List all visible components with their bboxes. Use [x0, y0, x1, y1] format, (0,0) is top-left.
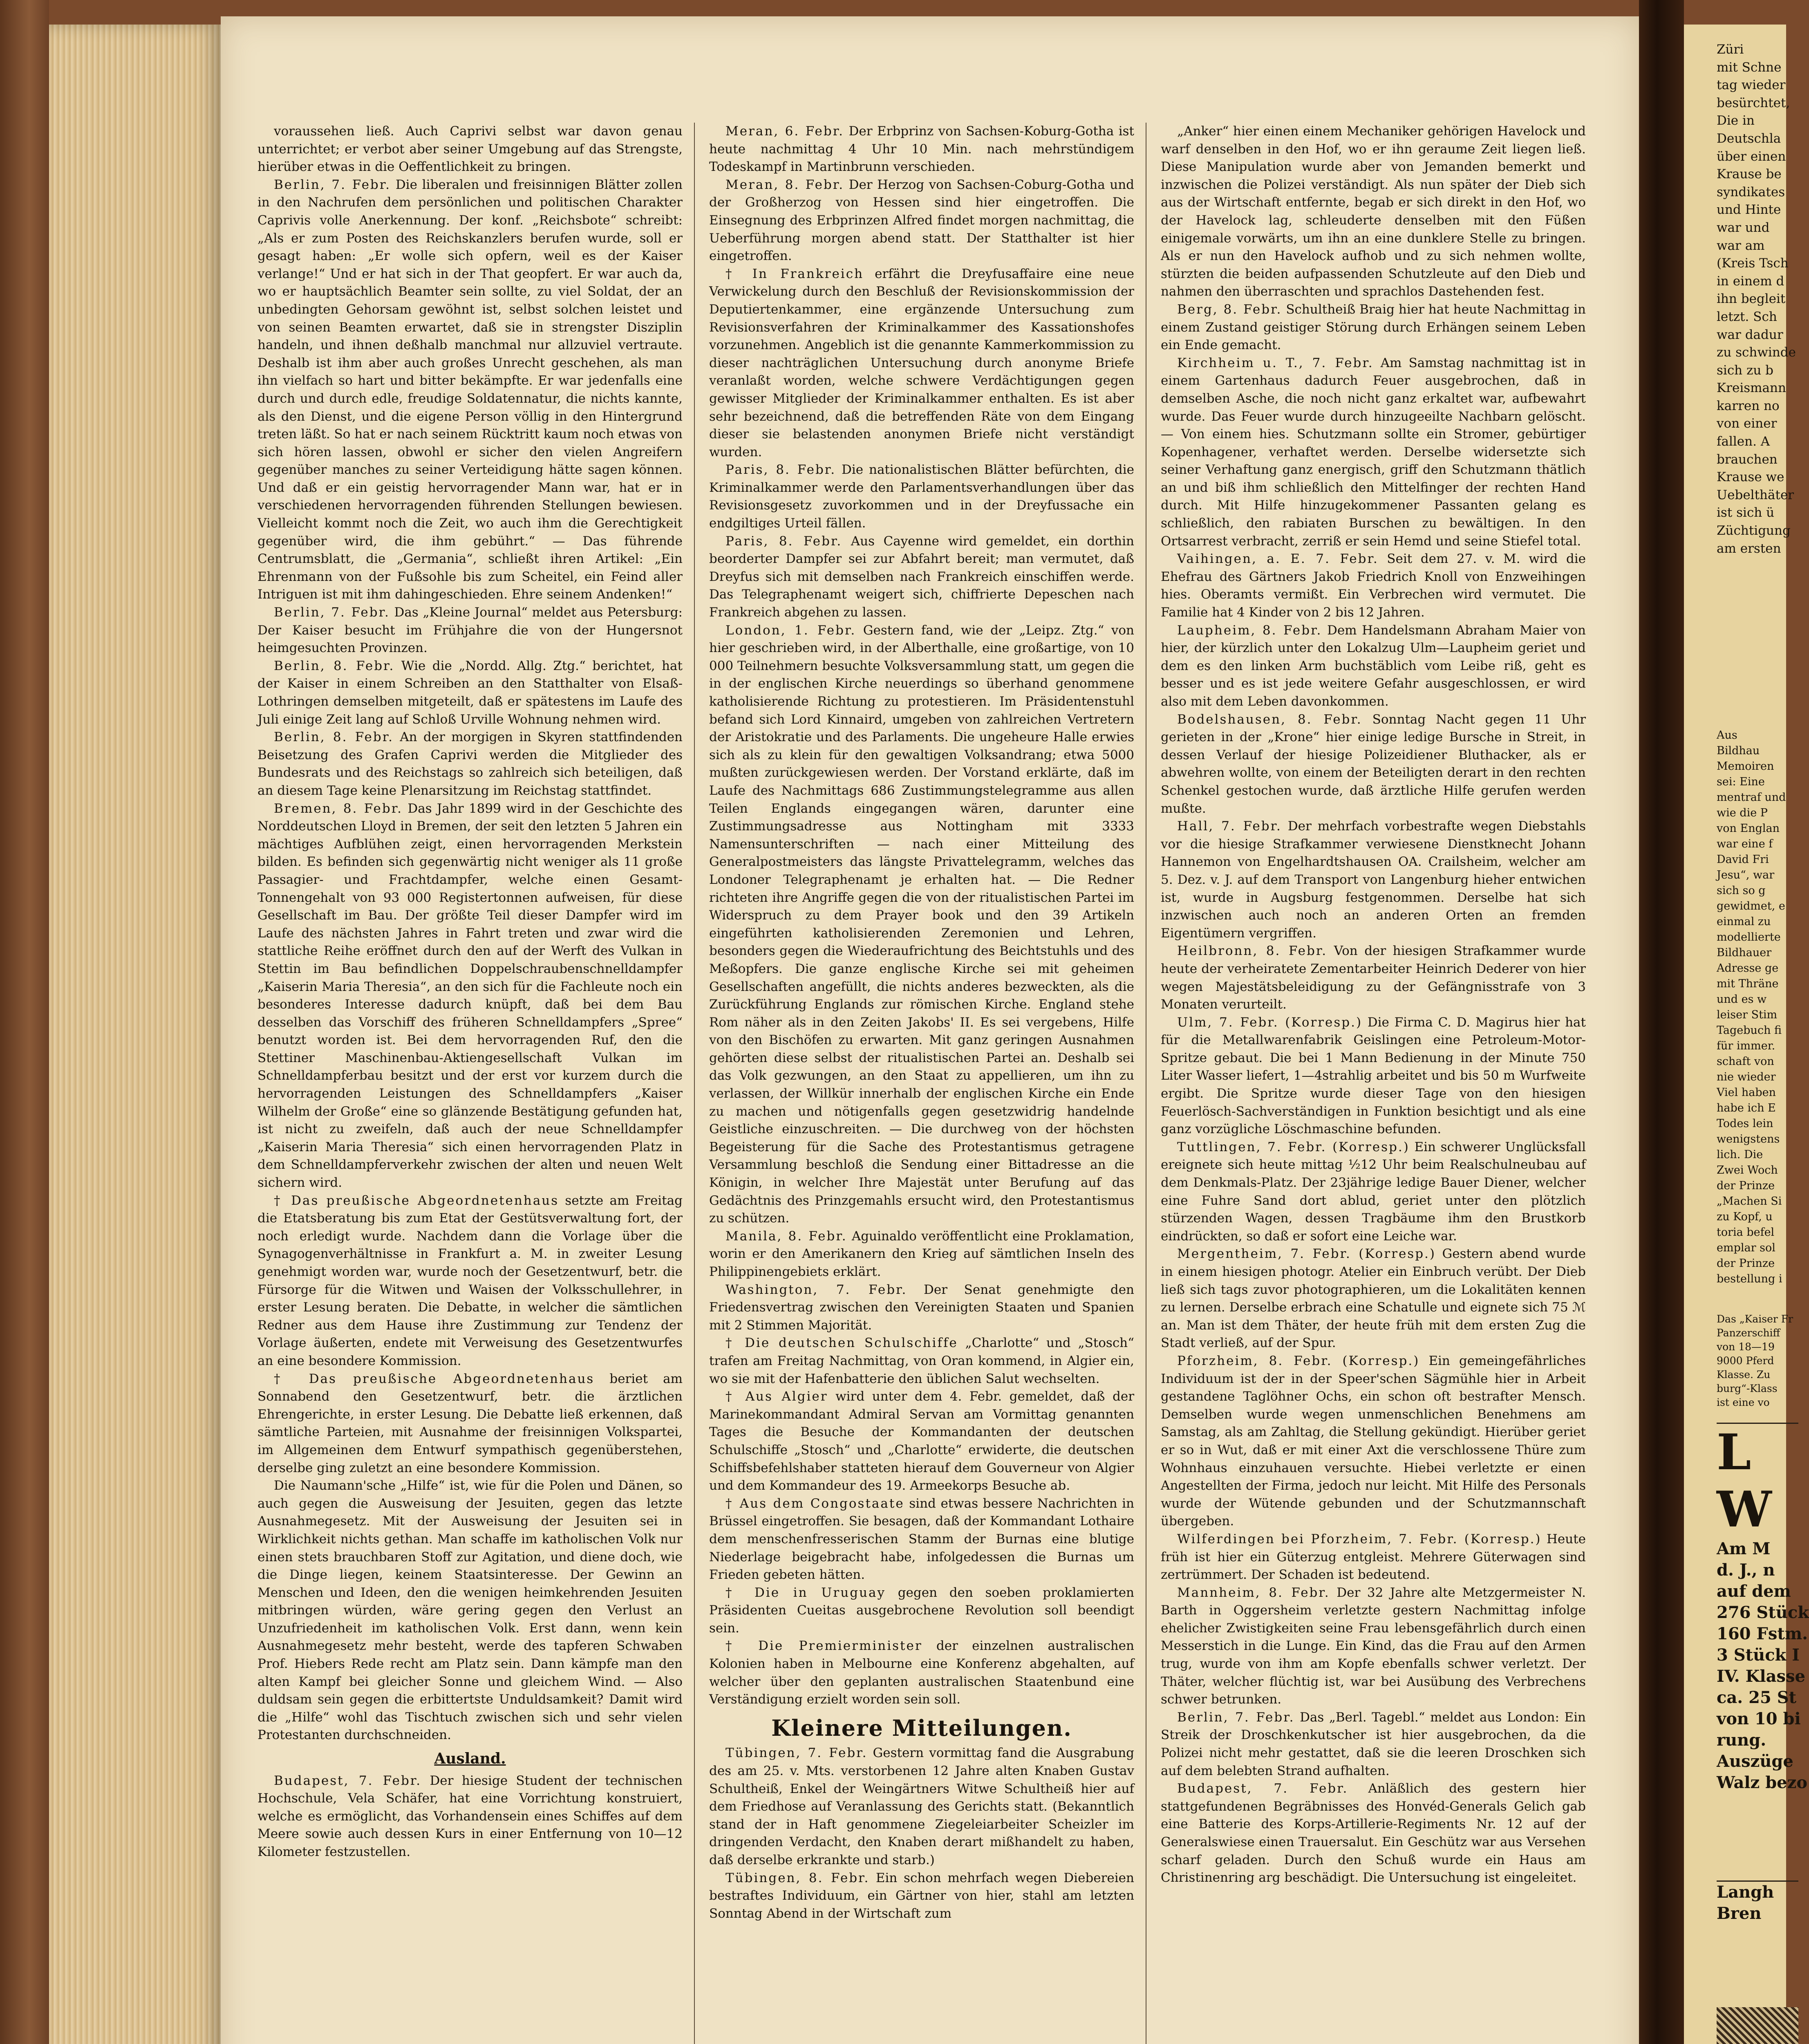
- dateline: Berg, 8. Febr.: [1177, 302, 1282, 317]
- news-paragraph: [709, 176, 1134, 265]
- dateline: Paris, 8. Febr.: [725, 533, 842, 549]
- dateline: † Aus Algier: [725, 1389, 828, 1404]
- paragraph-body: Von der hiesigen Strafkammer wurde heute der verheiratete Zementarbeiter Heinrich Dederer von hier wegen Majestätsbeleidigung zu der Gefängnisstrafe von 3 Monaten verurteilt.: [1161, 944, 1586, 1012]
- paragraph-body: Der mehrfach vorbestrafte wegen Diebstahls vor die hiesige Strafkammer verwiesene Dienstknecht Johann Hannemon von Engelhardtshausen OA. Crailsheim, welcher am 5. Dez. v. J. auf dem Transport von Langenburg hieher entwichen ist, wurde in Augsburg festgenommen. Derselbe hat sich inzwischen auch noch an anderen Orten an fremden Eigentümern vergriffen.: [1161, 819, 1586, 941]
- column-1: [257, 123, 683, 1861]
- paragraph-body: „Anker“ hier einen einem Mechaniker gehörigen Havelock und warf denselben in den Hof, wo er ihn geraume Zeit liegen ließ. Diese Manipulation wurde aber von Jemanden bemerkt und inzwischen die Polizei verständigt. Als nun später der Dieb sich aus der Wirtschaft entfernte, begab er sich direkt in den Hof, wo der Havelock lag, schleuderte denselben mit den Füßen einigemale vorwärts, um ihn an eine dunklere Stelle zu bringen. Als er nun den Havelock aufhob und zu sich nehmen wollte, stürzten die beiden aufpassenden Schutzleute auf den Dieb und nahmen den überraschten und sprachlos Dastehenden fest.: [1161, 124, 1586, 299]
- next-page-text-lower: [1717, 1312, 1793, 1410]
- next-page-line: Kreismann: [1717, 381, 1786, 396]
- paragraph-body: Der 32 Jahre alte Metzgermeister N. Barth in Oggersheim verletzte gestern Nachmittag infolge ehelicher Zwistigkeiten seine Frau lebensgefährlich durch einen Messerstich in die Lunge. Ein Kind, das die Frau auf den Armen trug, wurde von ihm am Kopfe ebenfalls schwer verletzt. Der Thäter, welcher flüchtig ist, war bei Ausübung des Verbrechens schwer betrunken.: [1161, 1585, 1586, 1707]
- column-3: [1161, 123, 1586, 1887]
- next-page-line: einmal zu: [1717, 915, 1771, 928]
- paragraph-body: Gestern abend wurde in einem hiesigen photogr. Atelier ein Einbruch verübt. Der Dieb ließ sich tags zuvor photographieren, um die Lokalitäten kennen zu lernen. Derselbe erbrach eine Schatulle und eignete sich 75 ℳ an. Man ist dem Thäter, der heute früh mit dem ersten Zug die Stadt verließ, auf der Spur.: [1161, 1246, 1586, 1351]
- ad-initial-1: L: [1717, 1423, 1751, 1481]
- next-page-line: letzt. Sch: [1717, 309, 1777, 324]
- paragraph-body: Wie die „Nordd. Allg. Ztg.“ berichtet, hat der Kaiser in einem Schreiben an den Statthalter von Elsaß-Lothringen demselben mitgeteilt, daß er spätestens im Laufe des Juli einige Zeit lang auf Schloß Urville Wohnung nehmen wird.: [257, 658, 683, 727]
- dateline: Paris, 8. Febr.: [725, 462, 836, 477]
- dateline: Vaihingen, a. E. 7. Febr.: [1177, 551, 1379, 567]
- page-block-edges: [49, 25, 225, 2044]
- news-paragraph: [1161, 123, 1586, 301]
- next-page-line: Walz bezo: [1717, 1773, 1808, 1792]
- dateline: Hall, 7. Febr.: [1177, 819, 1282, 834]
- news-paragraph: [709, 123, 1134, 176]
- next-page-line: von 18—19: [1717, 1341, 1775, 1353]
- dateline: Budapest, 7. Febr.: [1177, 1781, 1348, 1796]
- next-page-line: nie wieder: [1717, 1071, 1776, 1083]
- news-paragraph: [257, 176, 683, 604]
- paragraph-body: setzte am Freitag die Etatsberatung bis zum Etat der Gestütsverwaltung fort, der noch erledigt wurde. Nachdem dann die Vorlage über die Synagogenverhältnisse in Frankfurt a. M. in zweiter Lesung genehmigt worden war, wurde noch der Gesetzentwurf, betr. die Fürsorge für die Witwen und Waisen der Volksschullehrer, in erster Lesung beraten. Die Debatte, in welcher die sämtlichen Redner aus dem Hause ihre Zustimmung zur Tendenz der Vorlage äußerten, endete mit Verweisung des Gesetzentwurfes an eine besondere Kommission.: [257, 1193, 683, 1368]
- next-page-line: Jesu“, war: [1717, 869, 1775, 881]
- news-paragraph: [709, 1584, 1134, 1638]
- news-paragraph: [1161, 1531, 1586, 1584]
- next-page-text-middle: [1717, 728, 1790, 1287]
- woodcut-illustration: [1717, 2007, 1798, 2044]
- news-paragraph: [709, 1495, 1134, 1584]
- news-paragraph: [709, 533, 1134, 622]
- next-page-strip: [1684, 25, 1809, 2044]
- next-page-line: wenigstens: [1717, 1133, 1780, 1145]
- next-page-line: Tagebuch fi: [1717, 1024, 1782, 1037]
- paragraph-body: Schultheiß Braig hier hat heute Nachmittag in einem Zustand geistiger Störung durch Erhängen seinem Leben ein Ende gemacht.: [1161, 302, 1586, 353]
- news-paragraph: [1161, 711, 1586, 818]
- news-paragraph: [1161, 942, 1586, 1013]
- news-paragraph: [1161, 818, 1586, 942]
- next-page-line: mit Schne: [1717, 60, 1782, 75]
- next-page-line: Am M: [1717, 1539, 1771, 1558]
- next-page-line: Adresse ge: [1717, 962, 1779, 975]
- paragraph-body: Aus Cayenne wird gemeldet, ein dorthin beorderter Dampfer sei zur Abfahrt bereit; man vermutet, daß Dreyfus sich mit demselben nach Frankreich einschiffen werde. Das Telegraphenamt weigert sich, chiffrierte Depeschen nach Frankreich abgehen zu lassen.: [709, 533, 1135, 620]
- news-paragraph: [709, 1281, 1134, 1335]
- news-paragraph: [709, 622, 1134, 1228]
- next-page-line: war und: [1717, 220, 1770, 235]
- next-page-line: sich zu b: [1717, 363, 1774, 378]
- next-page-line: Bildhauer: [1717, 946, 1772, 959]
- dateline: † Die Premierminister: [725, 1638, 922, 1654]
- next-page-line: Langh: [1717, 1883, 1774, 1902]
- paragraph-body: Gestern vormittag fand die Ausgrabung des am 25. v. Mts. verstorbenen 12 Jahre alten Knaben Gustav Schultheiß, Enkel der Weingärtners Witwe Schultheiß hier auf dem Friedhose auf Veranlassung des Gerichts statt. (Bekanntlich stand der in Haft genommene Ziegeleiarbeiter Scheizler im dringenden Verdacht, den Knaben derart mißhandelt zu haben, daß derselbe erkrankte und starb.): [709, 1746, 1135, 1867]
- dateline: † Das preußische Abgeordnetenhaus: [274, 1193, 559, 1208]
- paragraph-body: Der Senat genehmigte den Friedensvertrag zwischen den Vereinigten Staaten und Spanien mit 2 Stimmen Majorität.: [709, 1282, 1134, 1333]
- dateline: Tübingen, 7. Febr.: [725, 1746, 868, 1761]
- dateline: Meran, 6. Febr.: [725, 124, 844, 139]
- paragraph-body: Sonntag Nacht gegen 11 Uhr gerieten in der „Krone“ hier einige ledige Bursche in Streit, in dessen Verlauf der hiesige Polizeidiener Bluthacker, als er abwehren wollte, von einem der Beteiligten derart in den rechten Schenkel gestochen wurde, daß ärztliche Hilfe gerufen werden mußte.: [1161, 712, 1586, 816]
- next-page-line: fallen. A: [1717, 434, 1770, 449]
- news-paragraph: [1161, 550, 1586, 621]
- dateline: † Die in Uruguay: [725, 1585, 886, 1600]
- next-page-text-top: [1717, 41, 1796, 558]
- news-paragraph: [709, 1228, 1134, 1281]
- news-paragraph: [1161, 1139, 1586, 1246]
- dateline: Meran, 8. Febr.: [725, 177, 844, 192]
- dateline: Bremen, 8. Febr.: [274, 801, 403, 816]
- column-2: [709, 123, 1134, 1923]
- next-page-line: „Machen Si: [1717, 1195, 1782, 1208]
- paragraph-body: Aguinaldo veröffentlicht eine Proklamation, worin er den Amerikanern den Krieg auf sämtlichen Inseln des Philippinengebiets erklärt.: [709, 1228, 1134, 1279]
- news-paragraph: [1161, 1245, 1586, 1352]
- ad-initial-2: W: [1717, 1481, 1772, 1538]
- next-page-line: IV. Klasse: [1717, 1667, 1805, 1686]
- paragraph-body: Anläßlich des gestern hier stattgefundenen Begräbnisses des Honvéd-Generals Gelich gab eine Batterie des Korps-Artillerie-Regiments Nr. 12 auf der Generalswiese einen Trauersalut. Ein Geschütz war aus Versehen scharf geladen. Durch den Schuß wurde ein Haus am Christinenring arg beschädigt. Die Untersuchung ist eingeleitet.: [1161, 1781, 1586, 1885]
- news-paragraph: [1161, 1584, 1586, 1709]
- dateline: † Das preußische Abgeordnetenhaus: [274, 1371, 595, 1386]
- next-page-line: der Prinze: [1717, 1179, 1775, 1192]
- dateline: † Die deutschen Schulschiffe: [725, 1336, 958, 1351]
- next-page-line: bestellung i: [1717, 1273, 1782, 1285]
- dateline: Washington, 7. Febr.: [725, 1282, 907, 1297]
- news-paragraph: [257, 1370, 683, 1477]
- news-paragraph: [709, 1869, 1134, 1923]
- paragraph-body: Ein gemeingefährliches Individuum ist der in der Speer'schen Sägmühle hier in Arbeit gestandene Taglöhner Ochs, ein schon oft bestrafter Mensch. Demselben wurde wegen unmenschlichen Benehmens am Samstag, als am Zahltag, die Stellung gekündigt. Hierüber geriet er so in Wut, daß er mit einer Axt die verschlossene Thüre zum Wohnhaus einzuhauen versuchte. Hiebei verletzte er einen Angestellten der Firma, jedoch nur leicht. Mit Hilfe des Personals wurde der Wütende gebunden und der Schutzmannschaft übergeben.: [1161, 1353, 1586, 1529]
- next-page-line: war eine f: [1717, 838, 1773, 850]
- next-page-line: zu schwinde: [1717, 345, 1796, 360]
- next-page-line: Panzerschiff: [1717, 1327, 1780, 1339]
- news-paragraph: [257, 123, 683, 176]
- next-page-line: wie die P: [1717, 807, 1768, 819]
- next-page-line: Deutschla: [1717, 131, 1781, 146]
- next-page-line: brauchen: [1717, 452, 1778, 467]
- dateline: Berlin, 8. Febr.: [274, 730, 394, 745]
- news-paragraph: [709, 1334, 1134, 1388]
- dateline: Berlin, 8. Febr.: [274, 658, 395, 673]
- next-page-line: ca. 25 St: [1717, 1688, 1797, 1707]
- next-page-line: für immer.: [1717, 1040, 1775, 1052]
- dateline: Wilferdingen bei Pforzheim, 7. Febr. (Korresp.): [1177, 1531, 1542, 1546]
- paragraph-body: gegen den soeben proklamierten Präsidenten Cueitas ausgebrochene Revolution soll beendigt sein.: [709, 1585, 1134, 1636]
- dateline: Tuttlingen, 7. Febr. (Korresp.): [1177, 1139, 1410, 1154]
- paragraph-body: der einzelnen australischen Kolonien haben in Melbourne eine Konferenz abgehalten, auf welcher über den geplanten australischen Staatenbund eine Verständigung erzielt worden sein soll.: [709, 1638, 1134, 1707]
- next-page-line: Bren: [1717, 1904, 1762, 1923]
- next-page-line: 3 Stück I: [1717, 1645, 1800, 1665]
- next-page-line: mentraf und: [1717, 791, 1786, 804]
- next-page-line: emplar sol: [1717, 1242, 1775, 1254]
- next-page-line: Aus: [1717, 729, 1737, 742]
- paragraph-body: Der Herzog von Sachsen-Coburg-Gotha und der Großherzog von Hessen sind hier eingetroffen. Die Einsegnung des Erbprinzen Alfred findet morgen nachmittag, die Ueberführung morgen abend statt. Der Statthalter ist hier eingetroffen.: [709, 177, 1135, 264]
- next-page-line: burg“-Klass: [1717, 1383, 1778, 1394]
- news-paragraph: [709, 461, 1134, 532]
- next-page-line: in einem d: [1717, 273, 1784, 289]
- next-page-line: Züchtigung: [1717, 523, 1791, 538]
- advertisement: [1717, 1423, 1809, 1793]
- paragraph-body: Der Erbprinz von Sachsen-Koburg-Gotha ist heute nachmittag 4 Uhr 10 Min. nach mehrstündigem Todeskampf in Martinbrunn verschieden.: [709, 124, 1135, 175]
- next-page-line: der Prinze: [1717, 1257, 1775, 1270]
- paragraph-body: Ein schon mehrfach wegen Diebereien bestraftes Individuum, ein Gärtner von hier, stahl am letzten Sonntag Abend in der Wirtschaft zum: [709, 1870, 1134, 1921]
- paragraph-body: Das „Kleine Journal“ meldet aus Petersburg: Der Kaiser besucht im Frühjahre die von der Hungersnot heimgesuchten Provinzen.: [257, 605, 683, 656]
- column-rule: [694, 123, 695, 2044]
- news-paragraph: [1161, 301, 1586, 354]
- next-page-line: Das „Kaiser Fr: [1717, 1313, 1793, 1325]
- ad2-text: [1717, 1882, 1798, 1924]
- dateline: Mannheim, 8. Febr.: [1177, 1585, 1330, 1600]
- dateline: Pforzheim, 8. Febr. (Korresp.): [1177, 1353, 1420, 1368]
- news-paragraph: [257, 604, 683, 657]
- dateline: Manila, 8. Febr.: [725, 1228, 847, 1244]
- dateline: Mergentheim, 7. Febr. (Korresp.): [1177, 1246, 1436, 1262]
- paragraph-body: Heute früh ist hier ein Güterzug entgleist. Mehrere Güterwagen sind zertrümmert. Der Schaden ist bedeutend.: [1161, 1531, 1586, 1582]
- paragraph-body: voraussehen ließ. Auch Caprivi selbst war davon genau unterrichtet; er verbot aber seiner Umgebung auf das Strengste, hierüber etwas in die Oeffentlichkeit zu bringen.: [257, 124, 683, 175]
- news-paragraph: [709, 1744, 1134, 1869]
- news-paragraph: [1161, 1014, 1586, 1139]
- dateline: London, 1. Febr.: [725, 623, 856, 638]
- paragraph-body: Ein schwerer Unglücksfall ereignete sich heute mittag ½12 Uhr beim Realschulneubau auf dem Denkmals-Platz. Der 23jährige ledige Bauer Diener, welcher eine Fuhre Sand dort ablud, geriet unter den plötzlich stürzenden Wagen, dessen Tragbäume ihm den Brustkorb eindrückten, so daß er sofort eine Leiche war.: [1161, 1139, 1586, 1244]
- dateline: Ulm, 7. Febr. (Korresp.): [1177, 1015, 1363, 1030]
- news-paragraph: [1161, 622, 1586, 711]
- news-paragraph: [1161, 354, 1586, 551]
- next-page-line: von einer: [1717, 416, 1777, 431]
- next-page-line: Todes lein: [1717, 1117, 1773, 1130]
- dateline: Budapest, 7. Febr.: [274, 1773, 422, 1788]
- news-paragraph: [1161, 1780, 1586, 1887]
- next-page-line: ihn begleit: [1717, 291, 1786, 307]
- dateline: Bodelshausen, 8. Febr.: [1177, 712, 1362, 727]
- paragraph-body: erfährt die Dreyfusaffaire eine neue Verwickelung durch den Beschluß der Revisionskommission der Deputiertenkammer, eine ergänzende Untersuchung zum Revisionsverfahren der Kriminalkammer des Kassationshofes vorzunehmen. Angeblich ist die genannte Kammerkommission zu dieser nachträglichen Untersuchung durch anonyme Briefe veranlaßt worden, welche schwere Verdächtigungen gegen gewisser Mitglieder der Kriminalkammer enthalten. Es ist aber sehr bezeichnend, daß die betreffenden Räte von dem Eingang dieser sie belastenden anonymen Briefe nicht verständigt wurden.: [709, 266, 1134, 459]
- next-page-line: toria befel: [1717, 1226, 1775, 1239]
- dateline: † In Frankreich: [725, 266, 864, 281]
- next-page-line: 276 Stück: [1717, 1603, 1809, 1622]
- news-paragraph: [257, 1477, 683, 1744]
- book-gutter: [1639, 0, 1684, 2044]
- next-page-line: zu Kopf, u: [1717, 1210, 1773, 1223]
- next-page-line: besürchtet,: [1717, 95, 1790, 110]
- dateline: Berlin, 7. Febr.: [274, 605, 390, 620]
- next-page-line: rung.: [1717, 1730, 1766, 1750]
- next-page-line: war am: [1717, 238, 1765, 253]
- section-heading: Kleinere Mitteilungen.: [771, 1715, 1072, 1741]
- next-page-line: schaft von: [1717, 1055, 1774, 1068]
- next-page-line: Auszüge: [1717, 1752, 1793, 1771]
- news-paragraph: [257, 800, 683, 1192]
- news-paragraph: [709, 265, 1134, 462]
- next-page-line: Viel haben: [1717, 1086, 1776, 1099]
- paragraph-body: beriet am Sonnabend den Gesetzentwurf, betr. die ärztlichen Ehrengerichte, in erster Lesung. Die Debatte ließ erkennen, daß sämtliche Parteien, mit Ausnahme der freisinnigen Volkspartei, im Allgemeinen dem Entwurf sympathisch gegenüberstehen, derselbe ging zuletzt an eine besondere Kommission.: [257, 1371, 683, 1475]
- next-page-line: modellierte: [1717, 931, 1781, 944]
- next-page-line: Die in: [1717, 113, 1755, 128]
- next-page-line: ist sich ü: [1717, 505, 1775, 520]
- next-page-line: Klasse. Zu: [1717, 1369, 1771, 1381]
- paragraph-body: Gestern fand, wie der „Leipz. Ztg.“ von hier geschrieben wird, in der Alberthalle, eine großartige, von 10 000 Teilnehmern besuchte Volksversammlung statt, um gegen die in der englischen Kirche neuerdings so überhand genommene katholisierende Richtung zu protestieren. Im Präsidentenstuhl befand sich Lord Kinnaird, umgeben von zahlreichen Vertretern der Aristokratie und des Parlaments. Die ungeheure Halle erwies sich als zu klein für den gewaltigen Volksandrang; etwa 5000 mußten zurückgewiesen werden. Der Vorstand erklärte, daß im Laufe des Nachmittags 686 Zustimmungstelegramme aus allen Teilen Englands eingegangen wären, darunter eine Zustimmungsadresse aus Nottingham mit 3333 Namensunterschriften — nach einer Mitteilung des Generalpostmeisters das längste Privattelegramm, welches das Londoner Telegraphenamt je erhalten hat. — Die Redner richteten ihre Angriffe gegen die von der ritualistischen Partei im Widerspruch zu dem Prayer book und den 39 Artikeln eingeführten katholisierenden Zeremonien und Lehren, besonders gegen die Wiederaufrichtung des Beichtstuhls und des Meßopfers. Die ganze englische Kirche sei mit geheimen Gesellschaften angefüllt, die nichts anderes bezweckten, als die Zurückführung Englands zur römischen Kirche. England stehe Rom näher als in den Zeiten Jakobs' II. Es sei vergebens, Hilfe von den Bischöfen zu erwarten. Mit ganz geringen Ausnahmen gehörten diese selbst der ritualistischen Partei an. Deshalb sei das Volk gezwungen, an den Staat zu appellieren, um ihn zu verlassen, der Willkür innerhalb der englischen Kirche ein Ende zu machen und nötigenfalls gegen gesetzwidrig handelnde Geistliche einzuschreiten. — Die durchweg von der höchsten Begeisterung für die Sache des Protestantismus getragene Versammlung beschloß die Sendung einer Bittadresse an die Königin, in welcher Ihre Majestät unter Berufung auf das Gedächtnis des Prinzgemahls ersucht wird, den Protestantismus zu schützen.: [709, 623, 1134, 1226]
- paragraph-body: Am Samstag nachmittag ist in einem Gartenhaus dadurch Feuer ausgebrochen, daß in demselben Asche, die noch nicht ganz erkaltet war, aufbewahrt wurde. Das Feuer wurde durch hinzugeeilte Nachbarn gelöscht. — Von einem hies. Schutzmann sollte ein Stromer, gebürtiger Kopenhagener, verhaftet werden. Derselbe widersetzte sich seiner Verhaftung ganz energisch, griff den Schutzmann thätlich an und biß ihm schließlich den Mittelfinger der rechten Hand durch. Mit Hilfe hinzugekommener Passanten gelang es schließlich, den rabiaten Burschen zu bewältigen. In den Ortsarrest verbracht, zerriß er sein Hemd und seine Stiefel total.: [1161, 355, 1586, 549]
- news-paragraph: [709, 1388, 1134, 1495]
- next-page-line: d. J., n: [1717, 1560, 1775, 1580]
- paragraph-body: Die Naumann'sche „Hilfe“ ist, wie für die Polen und Dänen, so auch gegen die Ausweisung der Jesuiten, gegen das letzte Ausnahmegesetz. Mit der Ausweisung der Jesuiten sei in Wirklichkeit nichts gethan. Man schaffe im katholischen Volk nur einen stets brauchbaren Stoff zur Agitation, und diene doch, wie die Dinge liegen, keinem Staatsinteresse. Der Gewinn an Menschen und Ideen, den die wenigen heimkehrenden Jesuiten mitbringen würden, wäre gering gegen den Verlust an Unzufriedenheit im katholischen Volk. Erst dann, wenn kein Ausnahmegesetz mehr besteht, werde des tapferen Schwaben Prof. Hiebers Rede recht am Platz sein. Dann kämpfe man den alten Kampf bei gleicher Sonne und gleichem Wind. — Also duldsam sein gegen die erbittertste Unduldsamkeit? Damit wird die „Hilfe“ wohl das Tischtuch zwischen sich und sehr vielen Protestanten durchschneiden.: [257, 1478, 683, 1743]
- next-page-line: sei: Eine: [1717, 775, 1765, 788]
- next-page-line: leiser Stim: [1717, 1009, 1778, 1021]
- next-page-line: (Kreis Tsch: [1717, 256, 1789, 271]
- paragraph-body: Seit dem 27. v. M. wird die Ehefrau des Gärtners Jakob Friedrich Knoll von Enzweihingen hies. Oberamts vermißt. Ein Verbrechen wird vermutet. Die Familie hat 4 Kinder von 2 bis 12 Jahren.: [1161, 551, 1586, 620]
- next-page-line: habe ich E: [1717, 1102, 1776, 1114]
- dateline: † Aus dem Congostaate: [725, 1496, 904, 1511]
- news-paragraph: [709, 1637, 1134, 1708]
- paragraph-body: An der morgigen in Skyren stattfindenden Beisetzung des Grafen Caprivi werden die Mitglieder des Bundesrats und des Reichstags so zahlreich sich beteiligen, daß an diesem Tage keine Plenarsitzung im Reichstag stattfindet.: [257, 730, 683, 798]
- news-paragraph: [257, 1772, 683, 1861]
- section-heading: Ausland.: [434, 1750, 506, 1768]
- dateline: Berlin, 7. Febr.: [274, 177, 391, 192]
- ad-text: [1717, 1538, 1809, 1793]
- next-page-line: Bildhau: [1717, 744, 1760, 757]
- next-page-line: am ersten: [1717, 541, 1781, 556]
- next-page-line: von Englan: [1717, 822, 1780, 835]
- paragraph-body: Der hiesige Student der technischen Hochschule, Vela Schäfer, hat eine Vorrichtung konstruiert, welche es ermöglicht, das Vorhandensein eines Schiffes auf dem Meere sowie auch dessen Kurs in einer Entfernung von 10—12 Kilometer festzustellen.: [257, 1773, 683, 1859]
- next-page-line: 160 Fstm.: [1717, 1624, 1808, 1643]
- next-page-line: war dadur: [1717, 327, 1783, 342]
- dateline: Kirchheim u. T., 7. Febr.: [1177, 355, 1374, 370]
- next-page-line: von 10 bi: [1717, 1709, 1801, 1728]
- next-page-line: und Hinte: [1717, 202, 1781, 217]
- next-page-line: 9000 Pferd: [1717, 1355, 1774, 1367]
- next-page-line: mit Thräne: [1717, 977, 1779, 990]
- next-page-line: Krause we: [1717, 470, 1784, 485]
- next-page-line: Züri: [1717, 42, 1744, 57]
- paragraph-body: Dem Handelsmann Abraham Maier von hier, der kürzlich unter den Lokalzug Ulm—Laupheim geriet und dem es den linken Arm buchstäblich vom Leibe riß, geht es besser und es ist jede weitere Gefahr ausgeschlossen, er wird also mit dem Leben davonkommen.: [1161, 623, 1586, 709]
- book-binding-left: [0, 0, 49, 2044]
- dateline: Tübingen, 8. Febr.: [725, 1870, 870, 1885]
- news-paragraph: [257, 1192, 683, 1370]
- paragraph-body: Die Firma C. D. Magirus hier hat für die Metallwarenfabrik Geislingen eine Petroleum-Motor-Spritze gebaut. Die bei 1 Mann Bedienung in der Minute 750 Liter Wasser liefert, 1—4strahlig arbeitet und bis 50 m Wurfweite ergibt. Die Spritze wurde dieser Tage von den hiesigen Feuerlösch-Sachverständigen in Funktion besichtigt und als eine ganz vorzügliche Löschmaschine befunden.: [1161, 1015, 1586, 1137]
- dateline: Heilbronn, 8. Febr.: [1177, 944, 1328, 959]
- paragraph-body: Die nationalistischen Blätter befürchten, die Kriminalkammer werde den Parlamentsverhandlungen über das Revisionsgesetz zuvorkommen und in der Dreyfussache ein endgiltiges Urteil fällen.: [709, 462, 1134, 531]
- dateline: Laupheim, 8. Febr.: [1177, 623, 1322, 638]
- next-page-line: und es w: [1717, 993, 1767, 1006]
- paragraph-body: Das „Berl. Tagebl.“ meldet aus London: Ein Streik der Droschkenkutscher ist hier ausgebrochen, da die Polizei nicht mehr gestattet, daß sie die leeren Droschken sich auf dem belebten Strand aufhalten.: [1161, 1710, 1586, 1778]
- dateline: Berlin, 7. Febr.: [1177, 1710, 1295, 1725]
- next-page-line: auf dem: [1717, 1582, 1791, 1601]
- next-page-line: syndikates: [1717, 184, 1785, 199]
- next-page-line: über einen: [1717, 149, 1786, 164]
- next-page-line: sich so g: [1717, 884, 1766, 897]
- next-page-line: Krause be: [1717, 167, 1782, 182]
- next-page-line: David Fri: [1717, 853, 1769, 866]
- next-page-line: gewidmet, e: [1717, 900, 1785, 912]
- next-page-line: lich. Die: [1717, 1148, 1763, 1161]
- next-page-line: ist eine vo: [1717, 1396, 1770, 1408]
- next-page-line: karren no: [1717, 398, 1780, 413]
- next-page-line: Zwei Woch: [1717, 1164, 1778, 1177]
- next-page-line: Uebelthäter: [1717, 487, 1794, 502]
- news-paragraph: [1161, 1352, 1586, 1531]
- news-paragraph: [1161, 1709, 1586, 1780]
- paragraph-body: sind etwas bessere Nachrichten in Brüssel eingetroffen. Sie besagen, daß der Kommandant Lothaire dem menschenfresserischen Stamm der Burnas eine blutige Niederlage beigebracht habe, infolgedessen die Burnas um Frieden gebeten hätten.: [709, 1496, 1134, 1582]
- paragraph-body: wird unter dem 4. Febr. gemeldet, daß der Marinekommandant Admiral Servan am Vormittag genannten Tages die Besuche der Kommandanten der deutschen Schulschiffe „Stosch“ und „Charlotte“ erwiderte, die deutschen Schiffsbefehlshaber statteten hierauf dem Gouverneur von Algier und dem Kommandeur des 19. Armeekorps Besuche ab.: [709, 1389, 1135, 1493]
- advertisement-2: [1717, 1880, 1798, 1924]
- paragraph-body: Das Jahr 1899 wird in der Geschichte des Norddeutschen Lloyd in Bremen, der seit den letzten 5 Jahren ein mächtiges Aufblühen zeigt, einen hervorragenden Merkstein bilden. Es befinden sich gegenwärtig nicht weniger als 11 große Passagier- und Frachtdampfer, welche einen Gesamt-Tonnengehalt von 93 000 Registertonnen aufweisen, für diese Gesellschaft im Bau. Der größte Teil dieser Dampfer wird im Laufe des nächsten Jahres in Fahrt treten und zwar wird die stattliche Reihe eröffnet durch den auf der Werft des Vulkan in Stettin im Bau befindlichen Doppelschraubenschnelldampfer „Kaiserin Maria Theresia“, an den sich für die Fachleute noch ein besonderes Interesse dadurch knüpft, daß bei dem Bau desselben das Vorschiff des früheren Schnelldampfers „Spree“ benutzt worden ist. Bei dem hervorragenden Ruf, den die Stettiner Maschinenbau-Aktiengesellschaft Vulkan im Schnelldampferbau besitzt und der erst vor kurzem durch die hervorragenden Leistungen des Schnelldampfers „Kaiser Wilhelm der Große“ eine so glänzende Bestätigung gefunden hat, ist nicht zu zweifeln, daß auch der neue Schnelldampfer „Kaiserin Maria Theresia“ sich einen hervorragenden Platz in dem Schnelldampferverkehr zwischen der alten und neuen Welt sichern wird.: [257, 801, 683, 1190]
- news-paragraph: [257, 728, 683, 800]
- next-page-line: tag wieder: [1717, 78, 1786, 93]
- paragraph-body: Die liberalen und freisinnigen Blätter zollen in den Nachrufen dem persönlichen und politischen Charakter Caprivis volle Anerkennung. Der konf. „Reichsbote“ schreibt: „Als er zum Posten des Reichskanzlers berufen wurde, soll er gesagt haben: „Er wolle sich opfern, weil es der Kaiser verlange!“ Und er hat sich in der That geopfert. Er war auch da, wo er hauptsächlich Beamter sein sollte, zu viel Soldat, der an unbedingten Gehorsam gewöhnt ist, selbst solchen leistet und von seinen Beamten erwartet, daß sie in strengster Disziplin handeln, und ihnen deßhalb manchmal nur allzuviel vertraute. Deshalb ist ihm aber auch großes Unrecht geschehen, als man ihn vielfach so hart und bitter bekämpfte. Er war jedenfalls eine durch und durch edle, freudige Soldatennatur, die nichts kannte, als den Dienst, und die eigene Person völlig in den Hintergrund treten läßt. So hat er nach seinem Rücktritt kaum noch etwas von sich hören lassen, obwohl er sicher den vielen Angreifern gegenüber manches zu seiner Verteidigung hätte sagen können. Und daß er ein geistig hervorragender Mann war, hat er in verschiedenen hervorragenden führenden Stellungen bewiesen. Vielleicht kommt noch die Zeit, wo auch ihm die Gerechtigkeit gegenüber wird, die ihm gebührt.“ — Das führende Centrumsblatt, die „Germania“, schließt ihren Artikel: „Ein Ehrenmann von der Fußsohle bis zum Scheitel, ein Feind aller Intriguen ist mit ihm dahingeschieden. Ehre seinem Andenken!“: [257, 177, 683, 602]
- paragraph-body: „Charlotte“ und „Stosch“ trafen am Freitag Nachmittag, von Oran kommend, in Algier ein, wo sie mit der Hafenbatterie den üblichen Salut wechselten.: [709, 1336, 1135, 1386]
- news-paragraph: [257, 657, 683, 728]
- next-page-line: Memoiren: [1717, 760, 1774, 773]
